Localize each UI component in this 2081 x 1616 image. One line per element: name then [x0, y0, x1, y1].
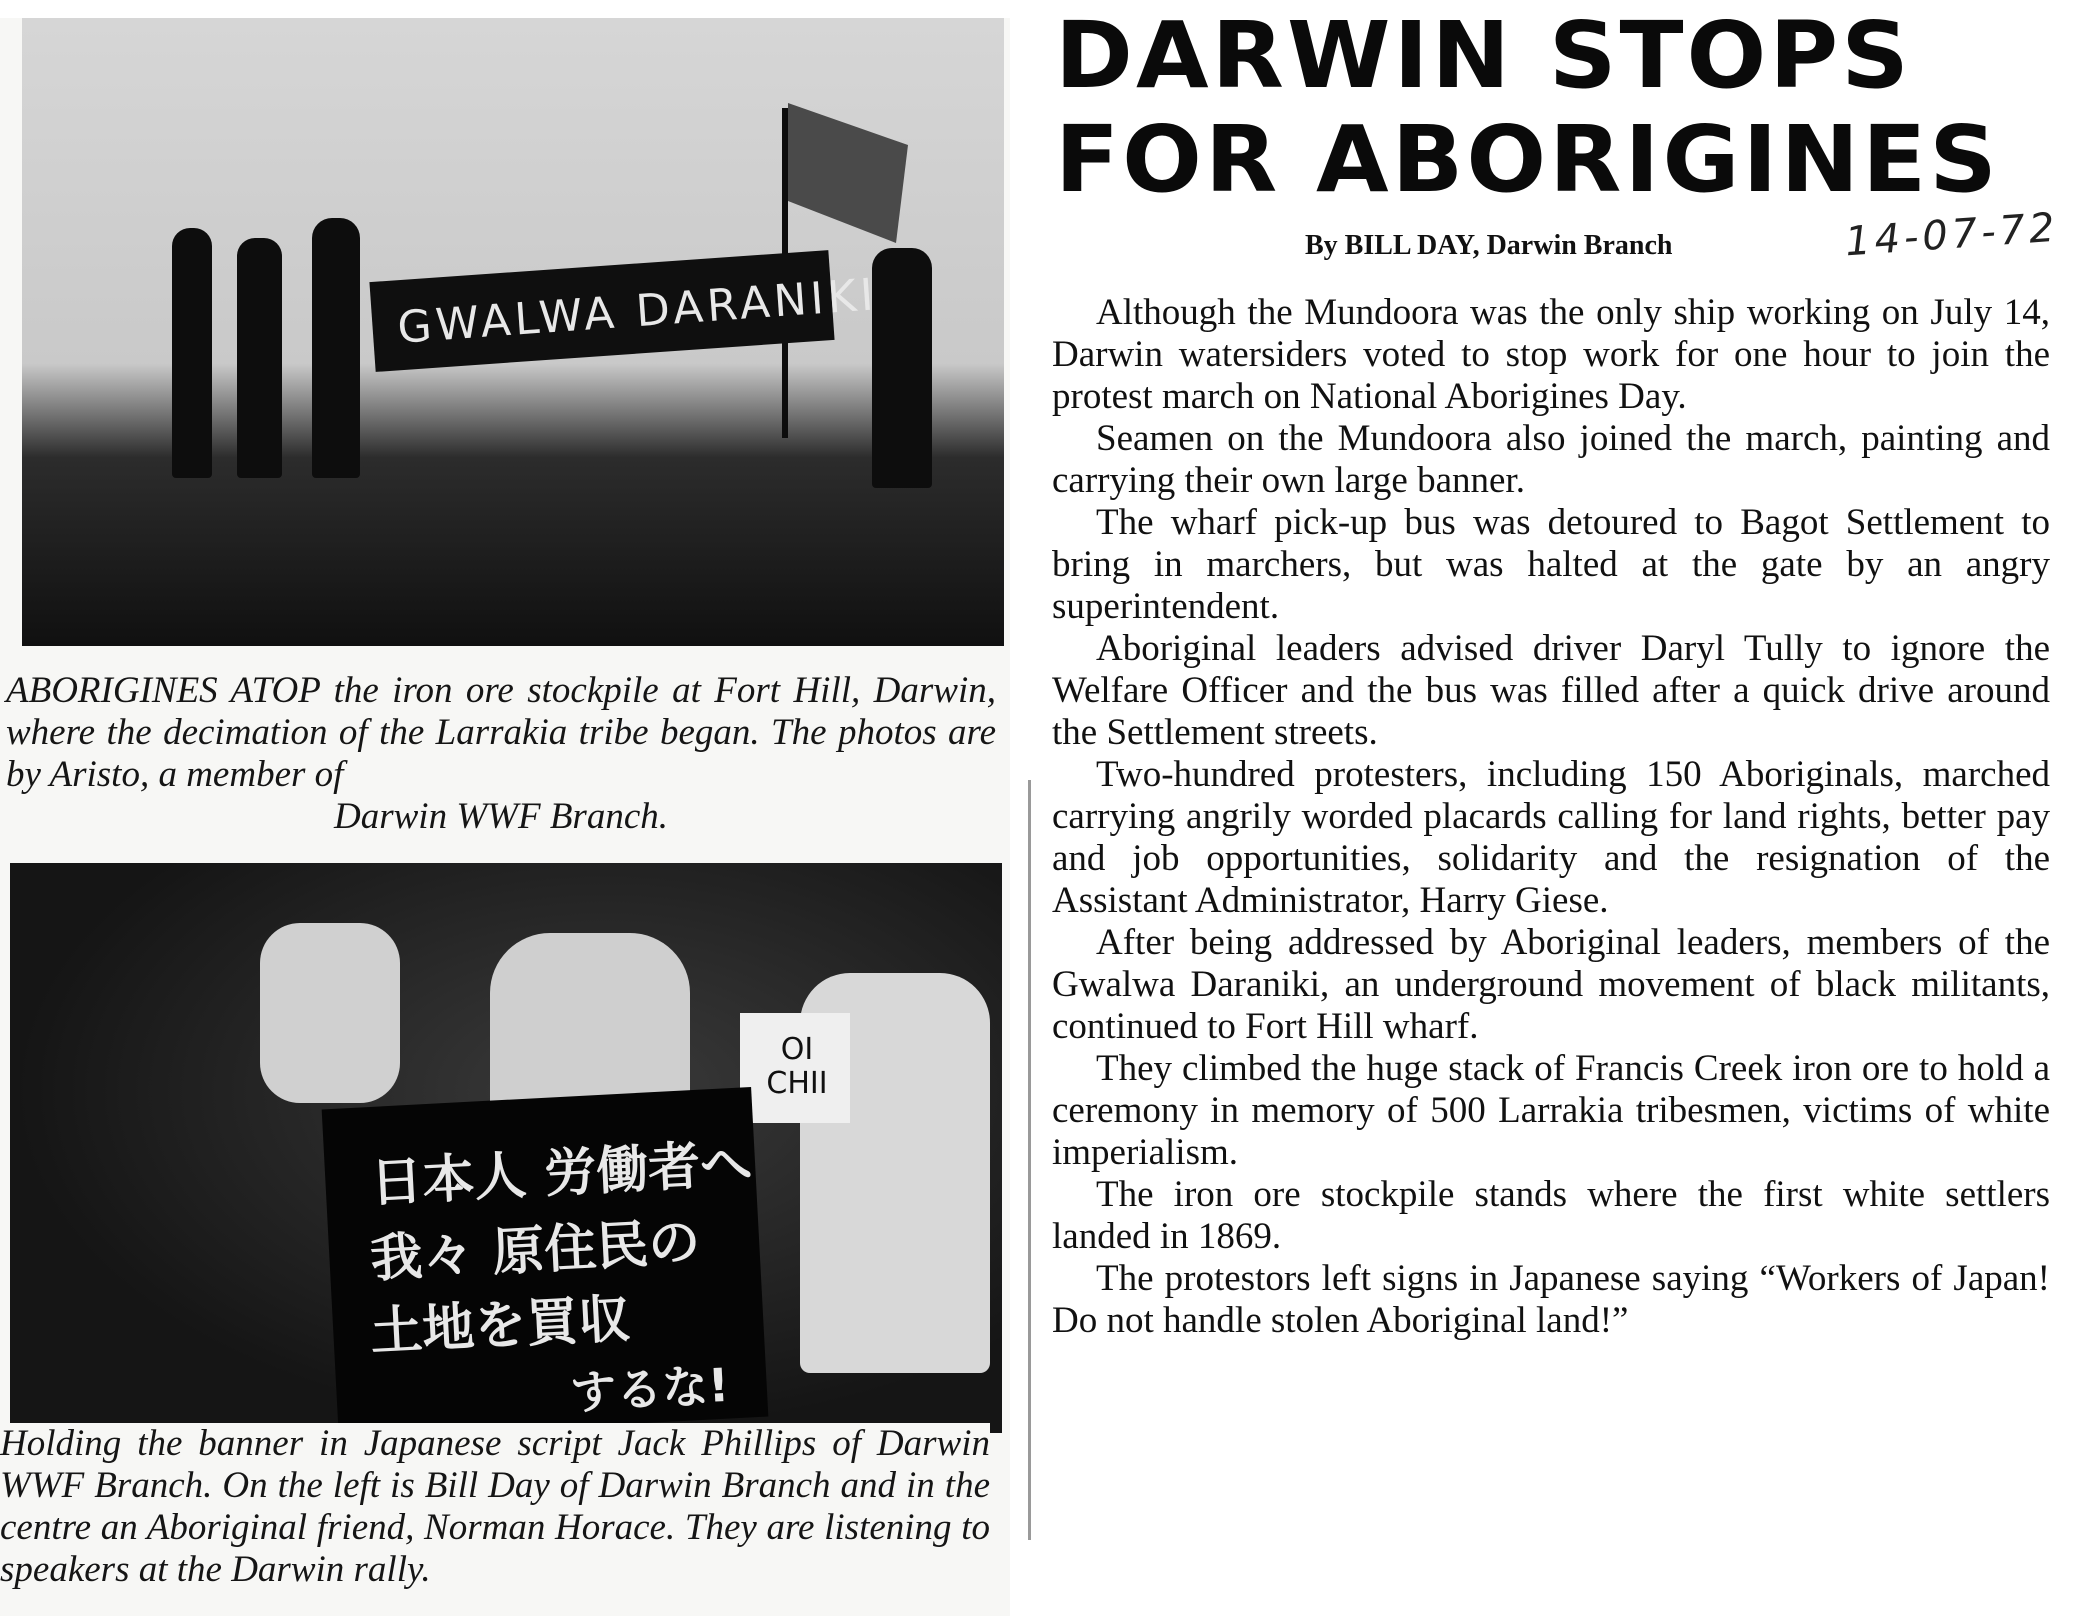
side-sign-text: OI CHII [766, 1032, 828, 1101]
article-paragraph: The protestors left signs in Japanese saying “Workers of Japan! Do not handle stolen Aboriginal land!” [1052, 1258, 2050, 1341]
caption-bottom [0, 1423, 990, 1591]
article-paragraph: After being addressed by Aboriginal leaders, members of the Gwalwa Daraniki, an underground movement of black militants, continued to Fort Hill wharf. [1052, 922, 2050, 1047]
photo-rally [10, 863, 1002, 1433]
sign-line-3: 土地を買収 [368, 1289, 632, 1363]
article-paragraph: The iron ore stockpile stands where the first white settlers landed in 1869. [1052, 1174, 2050, 1257]
flag [788, 103, 908, 243]
sign-line-2: 我々 原住民の [368, 1212, 702, 1290]
figure-silhouette [172, 228, 212, 478]
article [1035, 0, 2065, 1540]
photo-stockpile [22, 18, 1004, 646]
person-silhouette [260, 923, 400, 1103]
photo-clipping [0, 18, 1010, 1616]
caption-top-text: ABORIGINES ATOP the iron ore stockpile at Fort Hill, Darwin, where the decimation of the Larrakia tribe began. The photos are by Aristo, a member of [6, 670, 996, 795]
clipping-edge [1028, 780, 1031, 1540]
headline-line-2: FOR ABORIGINES [1055, 106, 2000, 213]
article-paragraph: Two-hundred protesters, including 150 Aboriginals, marched carrying angrily worded placards calling for land rights, better pay and job opportunities, solidarity and the resignation of the Assistant Administrator, Harry Giese. [1052, 754, 2050, 921]
article-paragraph: They climbed the huge stack of Francis Creek iron ore to hold a ceremony in memory of 500 Larrakia tribesmen, victims of white imperialism. [1052, 1048, 2050, 1173]
headline-line-1: DARWIN STOPS [1055, 2, 1912, 109]
figure-silhouette [312, 218, 360, 478]
caption-top-last: Darwin WWF Branch. [334, 796, 668, 837]
handwritten-date: 14-07-72 [1843, 204, 2060, 266]
article-paragraph: Aboriginal leaders advised driver Daryl Tully to ignore the Welfare Officer and the bus was filled after a quick drive around the Settlement streets. [1052, 628, 2050, 753]
byline: By BILL DAY, Darwin Branch [1305, 230, 1673, 261]
sign-line-1: 日本人 労働者へ [368, 1134, 754, 1214]
figure-silhouette [237, 238, 282, 478]
article-paragraph: The wharf pick-up bus was detoured to Bagot Settlement to bring in marchers, but was halted at the gate by an angry superintendent. [1052, 502, 2050, 627]
headline [1055, 4, 2081, 212]
banner-text: GWALWA DARANIKI [395, 269, 879, 354]
article-paragraph: Although the Mundoora was the only ship working on July 14, Darwin watersiders voted to stop work for one hour to join the protest march on National Aborigines Day. [1052, 292, 2050, 417]
figure-silhouette [872, 248, 932, 488]
article-paragraph: Seamen on the Mundoora also joined the march, painting and carrying their own large banner. [1052, 418, 2050, 501]
caption-top [6, 670, 996, 838]
sign-line-4: するな! [568, 1357, 731, 1421]
caption-bottom-text: Holding the banner in Japanese script Jack Phillips of Darwin WWF Branch. On the left is Bill Day of Darwin Branch and in the centre an Aboriginal friend, Norman Horace. They are listening to speakers at the Darwin rally. [0, 1423, 990, 1590]
article-body [1052, 292, 2050, 1342]
